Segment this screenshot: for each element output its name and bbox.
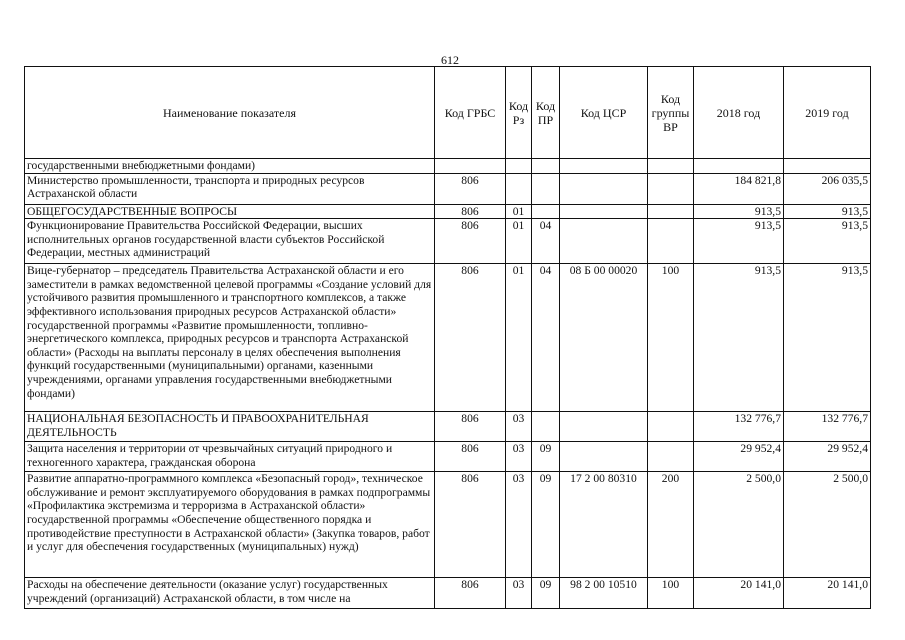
row-pr: 04 bbox=[532, 264, 560, 412]
row-pr bbox=[532, 204, 560, 219]
row-csr bbox=[560, 442, 648, 472]
row-csr: 98 2 00 10510 bbox=[560, 578, 648, 609]
header-pr: Код ПР bbox=[532, 67, 560, 159]
row-rz: 03 bbox=[506, 578, 532, 609]
row-2018: 913,5 bbox=[694, 219, 784, 264]
row-grbs: 806 bbox=[435, 264, 506, 412]
row-2018: 2 500,0 bbox=[694, 472, 784, 578]
row-rz: 01 bbox=[506, 264, 532, 412]
row-pr: 09 bbox=[532, 442, 560, 472]
row-name: Вице-губернатор – председатель Правительства Астраханской области и его заместители в рамках ведомственной целевой программы «Создание условий для устойчивого развития промышленного и транспортного комплексов, а также эффективного использования природных ресурсов Астраханской области» государственной программы «Развитие промышленности, топливно-энергетического комплекса, природных ресурсов и транспорта Астраханской области» (Расходы на выплаты персоналу в целях обеспечения выполнения функций государственными (муниципальными) органами, казенными учреждениями, органами управления государственными внебюджетными фондами) bbox=[25, 264, 435, 412]
row-2018: 184 821,8 bbox=[694, 173, 784, 204]
budget-table bbox=[24, 66, 871, 609]
row-vr: 200 bbox=[648, 472, 694, 578]
row-rz: 03 bbox=[506, 472, 532, 578]
row-grbs: 806 bbox=[435, 204, 506, 219]
row-rz: 01 bbox=[506, 219, 532, 264]
row-pr bbox=[532, 412, 560, 442]
row-name: Министерство промышленности, транспорта и природных ресурсов Астраханской области bbox=[25, 173, 435, 204]
header-csr: Код ЦСР bbox=[560, 67, 648, 159]
row-name: государственными внебюджетными фондами) bbox=[25, 159, 435, 174]
row-vr bbox=[648, 219, 694, 264]
row-2019: 913,5 bbox=[784, 204, 871, 219]
row-pr bbox=[532, 173, 560, 204]
row-2018: 20 141,0 bbox=[694, 578, 784, 609]
row-vr bbox=[648, 412, 694, 442]
row-2019: 913,5 bbox=[784, 264, 871, 412]
row-grbs bbox=[435, 159, 506, 174]
table-row bbox=[25, 412, 871, 442]
row-csr: 17 2 00 80310 bbox=[560, 472, 648, 578]
row-rz bbox=[506, 159, 532, 174]
row-rz: 01 bbox=[506, 204, 532, 219]
row-name: НАЦИОНАЛЬНАЯ БЕЗОПАСНОСТЬ И ПРАВООХРАНИТЕЛЬНАЯ ДЕЯТЕЛЬНОСТЬ bbox=[25, 412, 435, 442]
row-2018: 132 776,7 bbox=[694, 412, 784, 442]
row-csr bbox=[560, 204, 648, 219]
row-grbs: 806 bbox=[435, 442, 506, 472]
header-name: Наименование показателя bbox=[25, 67, 435, 159]
table-row bbox=[25, 472, 871, 578]
row-pr: 09 bbox=[532, 578, 560, 609]
row-name: ОБЩЕГОСУДАРСТВЕННЫЕ ВОПРОСЫ bbox=[25, 204, 435, 219]
row-csr: 08 Б 00 00020 bbox=[560, 264, 648, 412]
row-rz bbox=[506, 173, 532, 204]
header-2019: 2019 год bbox=[784, 67, 871, 159]
row-grbs: 806 bbox=[435, 219, 506, 264]
row-grbs: 806 bbox=[435, 173, 506, 204]
row-2018: 913,5 bbox=[694, 264, 784, 412]
row-pr: 09 bbox=[532, 472, 560, 578]
table-row bbox=[25, 159, 871, 174]
row-name: Расходы на обеспечение деятельности (оказание услуг) государственных учреждений (организаций) Астраханской области, в том числе на bbox=[25, 578, 435, 609]
row-rz: 03 bbox=[506, 442, 532, 472]
row-name: Защита населения и территории от чрезвычайных ситуаций природного и техногенного характера, гражданская оборона bbox=[25, 442, 435, 472]
header-vr: Код группы ВР bbox=[648, 67, 694, 159]
row-2019: 20 141,0 bbox=[784, 578, 871, 609]
row-vr: 100 bbox=[648, 264, 694, 412]
row-2019 bbox=[784, 159, 871, 174]
header-grbs: Код ГРБС bbox=[435, 67, 506, 159]
row-vr bbox=[648, 173, 694, 204]
row-grbs: 806 bbox=[435, 472, 506, 578]
row-vr: 100 bbox=[648, 578, 694, 609]
row-csr bbox=[560, 173, 648, 204]
row-2019: 913,5 bbox=[784, 219, 871, 264]
row-rz: 03 bbox=[506, 412, 532, 442]
row-vr bbox=[648, 159, 694, 174]
row-2018: 913,5 bbox=[694, 204, 784, 219]
row-vr bbox=[648, 204, 694, 219]
row-csr bbox=[560, 219, 648, 264]
table-row bbox=[25, 578, 871, 609]
page-number: 612 bbox=[441, 53, 459, 67]
row-2018 bbox=[694, 159, 784, 174]
row-2018: 29 952,4 bbox=[694, 442, 784, 472]
row-2019: 132 776,7 bbox=[784, 412, 871, 442]
header-row bbox=[25, 67, 871, 159]
table-row bbox=[25, 264, 871, 412]
row-2019: 2 500,0 bbox=[784, 472, 871, 578]
row-pr bbox=[532, 159, 560, 174]
row-vr bbox=[648, 442, 694, 472]
row-grbs: 806 bbox=[435, 578, 506, 609]
row-pr: 04 bbox=[532, 219, 560, 264]
row-name: Функционирование Правительства Российской Федерации, высших исполнительных органов государственной власти субъектов Российской Федерации, местных администраций bbox=[25, 219, 435, 264]
row-csr bbox=[560, 412, 648, 442]
row-2019: 29 952,4 bbox=[784, 442, 871, 472]
header-rz: Код Рз bbox=[506, 67, 532, 159]
table-row bbox=[25, 219, 871, 264]
row-csr bbox=[560, 159, 648, 174]
row-2019: 206 035,5 bbox=[784, 173, 871, 204]
table-row bbox=[25, 173, 871, 204]
row-name: Развитие аппаратно-программного комплекса «Безопасный город», техническое обслуживание и ремонт эксплуатируемого оборудования в рамках подпрограммы «Профилактика экстремизма и терроризма в Астраханской области» государственной программы «Обеспечение общественного порядка и противодействие преступности в Астраханской области» (Закупка товаров, работ и услуг для обеспечения государственных (муниципальных) нужд) bbox=[25, 472, 435, 578]
table-row bbox=[25, 442, 871, 472]
row-grbs: 806 bbox=[435, 412, 506, 442]
table-row bbox=[25, 204, 871, 219]
header-2018: 2018 год bbox=[694, 67, 784, 159]
